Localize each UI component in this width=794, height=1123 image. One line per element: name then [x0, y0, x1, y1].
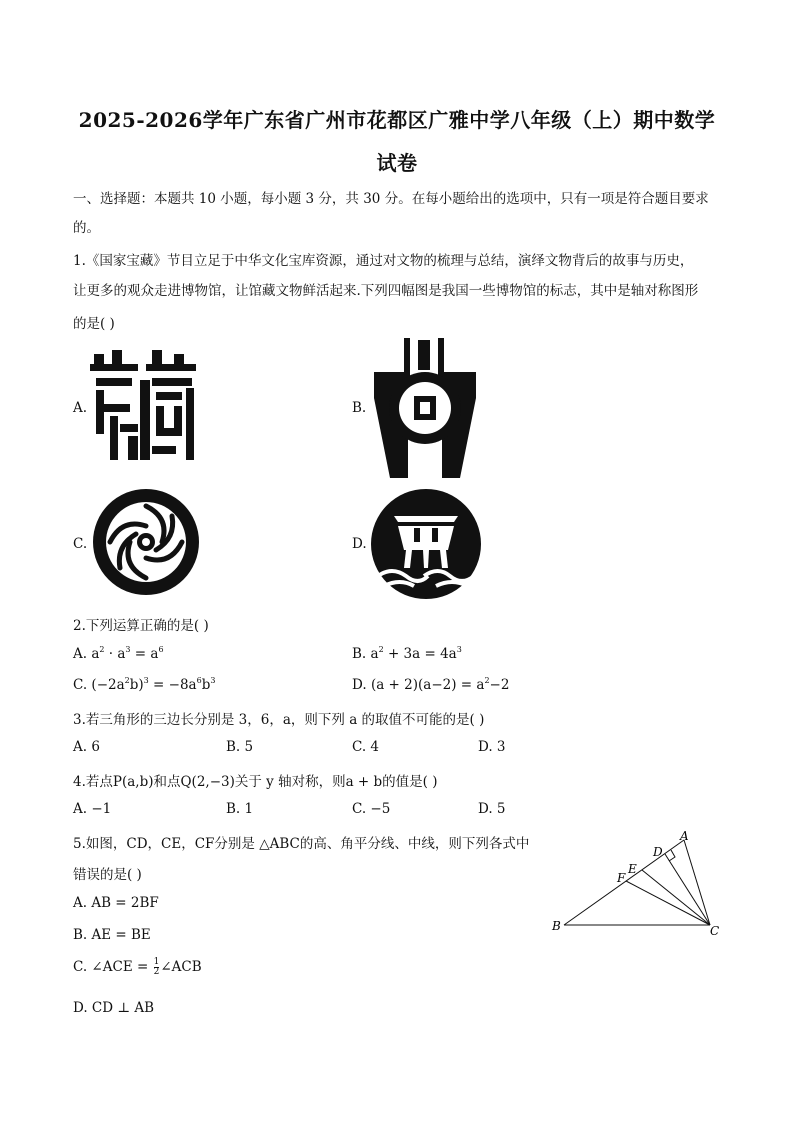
point-a-label: A [680, 829, 689, 843]
q5-frac-den: 2 [153, 967, 160, 977]
q4-stem: 4.若点P(a,b)和点Q(2,−3)关于 y 轴对称，则a + b的值是( ) [73, 774, 438, 790]
point-f-label: F [617, 871, 626, 885]
q4-option-b: B. 1 [226, 801, 254, 817]
q1-stem-line1: 1.《国家宝藏》节目立足于中华文化宝库资源，通过对文物的梳理与总结，演绎文物背后的故事与历史， [73, 253, 694, 269]
q1-option-d-label: D. [352, 536, 367, 552]
q4-option-d: D. 5 [478, 801, 506, 817]
q3-option-d: D. 3 [478, 739, 506, 755]
point-e-label: E [628, 862, 637, 876]
point-b-label: B [552, 919, 561, 933]
museum-logo-a [90, 350, 198, 462]
q5-stem-line2: 错误的是( ) [73, 867, 142, 883]
q2-option-c: C. $(-2a^2b)^3 = -8a^6b^3$ [73, 676, 216, 693]
museum-logo-d [370, 488, 482, 600]
side-ac [684, 840, 710, 925]
q2-option-d-text: (a + 2)(a−2) = a [370, 677, 485, 693]
q2-option-a-label: A. [73, 646, 88, 662]
q3-stem: 3.若三角形的三边长分别是 3，6，a，则下列 a 的取值不可能的是( ) [73, 712, 485, 728]
q5-option-c-post: ∠ACB [160, 959, 202, 975]
q3-option-c: C. 4 [352, 739, 380, 755]
q2-option-b-label: B. [352, 646, 367, 662]
museum-logo-b [370, 338, 480, 482]
section-header: 一、选择题：本题共 10 小题，每小题 3 分，共 30 分。在每小题给出的选项中，只有一项是符合题目要求 [73, 191, 709, 207]
q3-option-b: B. 5 [226, 739, 254, 755]
page-title: 2025-2026学年广东省广州市花都区广雅中学八年级（上）期中数学 [78, 108, 716, 132]
q5-fraction [154, 958, 160, 977]
museum-logo-c [92, 488, 200, 596]
segment-cf [626, 881, 710, 925]
segment-ce [642, 870, 710, 925]
q5-option-b: B. AE = BE [73, 927, 151, 943]
q4-option-a: A. −1 [73, 801, 112, 817]
q2-stem: 2.下列运算正确的是( ) [73, 618, 209, 634]
q5-frac-num: 1 [153, 957, 160, 967]
q2-option-d-label: D. [352, 677, 367, 693]
q5-stem-line1: 5.如图，CD，CE，CF分别是 △ABC的高、角平分线、中线，则下列各式中 [73, 836, 530, 852]
segment-cd [665, 854, 710, 925]
triangle-figure [550, 828, 730, 940]
q2-option-c-label: C. [73, 677, 88, 693]
q5-option-a: A. AB = 2BF [73, 895, 159, 911]
q4-option-c: C. −5 [352, 801, 391, 817]
q1-option-b-label: B. [352, 400, 367, 416]
q1-stem-line2: 让更多的观众走进博物馆，让馆藏文物鲜活起来.下列四幅图是我国一些博物馆的标志，其中是轴对称图形 [73, 283, 699, 299]
q5-option-d: D. CD ⊥ AB [73, 1000, 155, 1016]
q5-option-c [73, 958, 202, 977]
right-angle-mark [669, 850, 675, 861]
q1-option-a-label: A. [73, 400, 88, 416]
point-c-label: C [710, 924, 720, 938]
q5-option-c-pre: C. ∠ACE = [73, 959, 149, 975]
section-header-cont: 的。 [73, 220, 100, 236]
q2-option-b: B. $a^2 + 3a = 4a^3$ [352, 645, 462, 662]
page-title-cont: 试卷 [376, 151, 418, 175]
q1-option-c-label: C. [73, 536, 88, 552]
q2-option-d: D. $(a + 2)(a-2) = a^2-2$ [352, 676, 510, 693]
q2-option-a: A. $a^2 \cdot a^3 = a^6$ [73, 645, 164, 662]
q1-stem-line3: 的是( ) [73, 316, 115, 332]
point-d-label: D [653, 845, 663, 859]
q3-option-a: A. 6 [73, 739, 100, 755]
q2-option-d-tail: −2 [489, 677, 510, 693]
